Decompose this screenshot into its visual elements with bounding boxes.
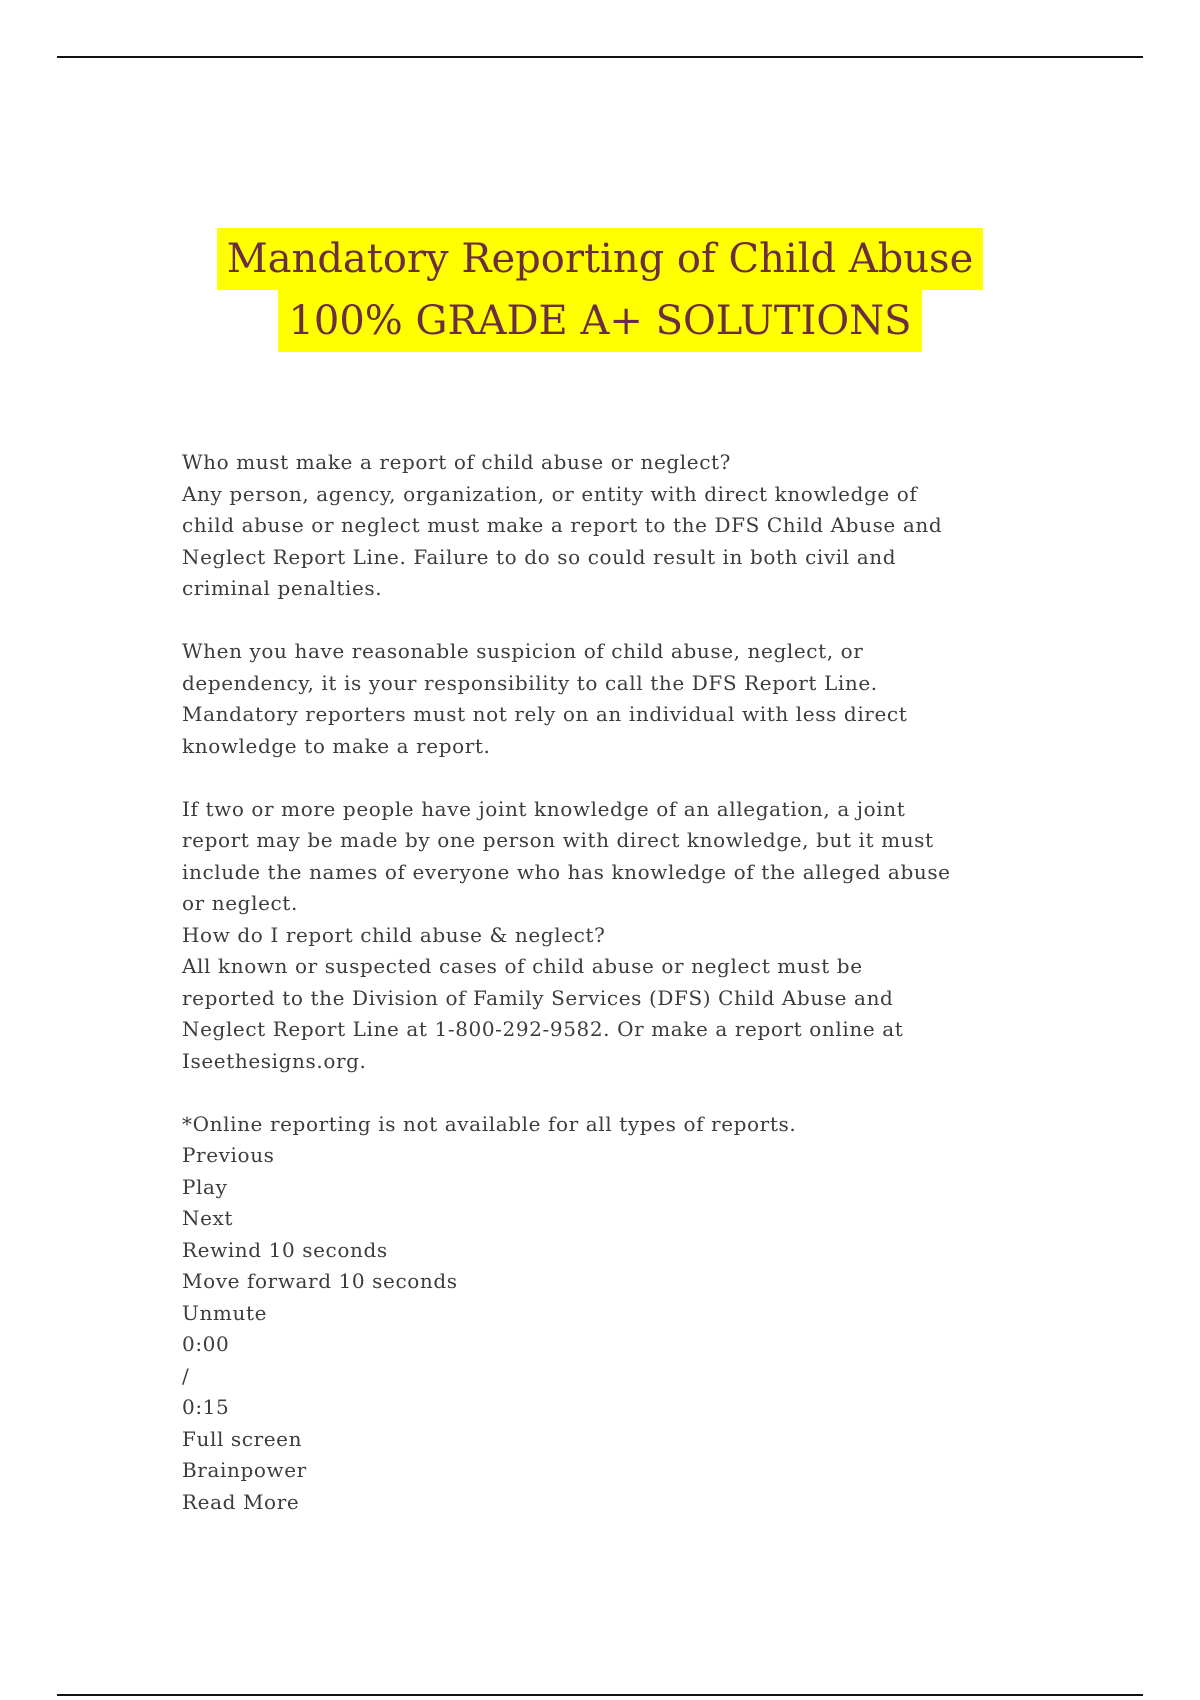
- player-next-label: Next: [182, 1206, 234, 1230]
- question-how-to-report: How do I report child abuse & neglect?: [182, 922, 606, 947]
- answer-line: Neglect Report Line at 1-800-292-9582. Or make a report online at: [182, 1017, 904, 1041]
- player-fullscreen-label: Full screen: [182, 1426, 303, 1451]
- paragraph-line: Mandatory reporters must not rely on an individual with less direct: [182, 702, 908, 726]
- paragraph-gap: [182, 762, 1062, 794]
- answer-line: Neglect Report Line. Failure to do so could result in both civil and: [182, 544, 897, 569]
- player-current-time: 0:00: [182, 1332, 230, 1356]
- player-previous-label: Previous: [182, 1143, 275, 1167]
- paragraph-gap: [182, 1077, 1062, 1109]
- paragraph-line: or neglect.: [182, 891, 298, 915]
- paragraph-line: knowledge to make a report.: [182, 733, 491, 758]
- answer-line: Iseethesigns.org.: [182, 1048, 367, 1073]
- online-reporting-note: *Online reporting is not available for all types of reports.: [182, 1111, 797, 1136]
- footer-rule: [57, 1694, 1143, 1696]
- document-body: [182, 447, 1062, 1518]
- player-unmute-label: Unmute: [182, 1300, 268, 1325]
- player-rewind-label: Rewind 10 seconds: [182, 1237, 388, 1262]
- answer-line: criminal penalties.: [182, 576, 383, 600]
- answer-line: child abuse or neglect must make a report to the DFS Child Abuse and: [182, 513, 943, 537]
- document-title: [0, 228, 1200, 352]
- paragraph-gap: [182, 605, 1062, 637]
- paragraph-line: If two or more people have joint knowledge of an allegation, a joint: [182, 796, 906, 821]
- read-more-label: Read More: [182, 1489, 300, 1514]
- header-rule: [57, 56, 1143, 58]
- player-play-label: Play: [182, 1174, 228, 1199]
- title-line-1: Mandatory Reporting of Child Abuse: [217, 228, 983, 290]
- answer-line: All known or suspected cases of child abuse or neglect must be: [182, 954, 863, 978]
- player-forward-label: Move forward 10 seconds: [182, 1269, 458, 1293]
- paragraph-line: include the names of everyone who has knowledge of the alleged abuse: [182, 859, 951, 884]
- paragraph-line: When you have reasonable suspicion of child abuse, neglect, or: [182, 639, 864, 663]
- answer-line: reported to the Division of Family Services (DFS) Child Abuse and: [182, 985, 894, 1010]
- player-time-separator: /: [182, 1363, 190, 1388]
- question-who-must-report: Who must make a report of child abuse or neglect?: [182, 450, 731, 474]
- paragraph-line: report may be made by one person with direct knowledge, but it must: [182, 828, 934, 852]
- paragraph-line: dependency, it is your responsibility to call the DFS Report Line.: [182, 670, 878, 695]
- brand-label: Brainpower: [182, 1458, 307, 1482]
- answer-line: Any person, agency, organization, or entity with direct knowledge of: [182, 481, 918, 506]
- title-line-2: 100% GRADE A+ SOLUTIONS: [278, 290, 921, 352]
- player-duration: 0:15: [182, 1395, 230, 1419]
